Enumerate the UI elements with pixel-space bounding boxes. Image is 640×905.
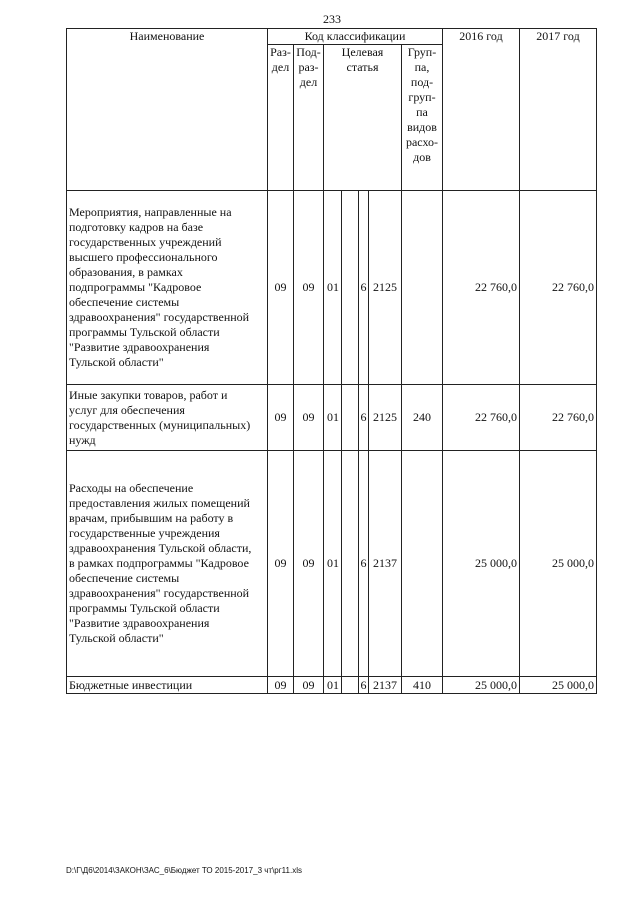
header-section: Раз- дел (268, 45, 294, 191)
row-target-part3: 6 (359, 191, 369, 385)
row-amount-2017: 22 760,0 (520, 191, 597, 385)
table-row (67, 385, 597, 451)
row-expense-group: 410 (402, 677, 443, 694)
row-target-part1: 01 (324, 191, 342, 385)
row-name: Бюджетные инвестиции (67, 677, 268, 694)
table-row (67, 191, 597, 385)
header-target-article: Целевая статья (324, 45, 402, 191)
row-subsection: 09 (294, 451, 324, 677)
row-amount-2017: 22 760,0 (520, 385, 597, 451)
row-target-part4: 2125 (369, 385, 402, 451)
page-number: 233 (323, 12, 341, 26)
header-year-2016: 2016 год (443, 29, 520, 191)
row-amount-2016: 25 000,0 (443, 677, 520, 694)
header-year-2017: 2017 год (520, 29, 597, 191)
row-name: Иные закупки товаров, работ и услуг для обеспечения государственных (муниципальных) нужд (67, 385, 268, 451)
table-row (67, 677, 597, 694)
header-classification: Код классификации (268, 29, 443, 45)
row-target-part2 (342, 677, 359, 694)
file-path-footer: D:\Г\Д6\2014\ЗАКОН\ЗАС_6\Бюджет ТО 2015-2017_3 чт\рг11.xls (66, 866, 302, 875)
row-section: 09 (268, 451, 294, 677)
row-target-part1: 01 (324, 385, 342, 451)
row-target-part3: 6 (359, 385, 369, 451)
header-expense-group: Груп- па, под- груп- па видов расхо- дов (402, 45, 443, 191)
row-name: Мероприятия, направленные на подготовку кадров на базе государственных учреждений высшего профессионального образования, в рамках подпрограммы "Кадровое обеспечение системы здравоохранения" государственной программы Тульской области "Развитие здравоохранения Тульской области" (67, 191, 268, 385)
row-target-part4: 2137 (369, 677, 402, 694)
row-name: Расходы на обеспечение предоставления жилых помещений врачам, прибывшим на работу в государственные учреждения здравоохранения Тульской области, в рамках подпрограммы "Кадровое обеспечение системы здравоохранения" государственной программы Тульской области "Развитие здравоохранения Тульской области" (67, 451, 268, 677)
row-amount-2016: 22 760,0 (443, 385, 520, 451)
row-section: 09 (268, 385, 294, 451)
header-row-top (67, 29, 597, 45)
row-target-part1: 01 (324, 677, 342, 694)
row-amount-2017: 25 000,0 (520, 677, 597, 694)
row-target-part2 (342, 385, 359, 451)
row-amount-2017: 25 000,0 (520, 451, 597, 677)
row-target-part2 (342, 451, 359, 677)
row-target-part3: 6 (359, 451, 369, 677)
row-target-part2 (342, 191, 359, 385)
row-target-part1: 01 (324, 451, 342, 677)
row-expense-group (402, 451, 443, 677)
row-target-part4: 2137 (369, 451, 402, 677)
row-target-part4: 2125 (369, 191, 402, 385)
header-name: Наименование (67, 29, 268, 191)
row-subsection: 09 (294, 191, 324, 385)
budget-table (66, 28, 597, 694)
row-amount-2016: 25 000,0 (443, 451, 520, 677)
row-section: 09 (268, 191, 294, 385)
table-row (67, 451, 597, 677)
header-subsection: Под- раз- дел (294, 45, 324, 191)
row-target-part3: 6 (360, 677, 367, 692)
row-subsection: 09 (294, 385, 324, 451)
row-expense-group (402, 191, 443, 385)
row-subsection: 09 (294, 677, 324, 694)
row-section: 09 (268, 677, 294, 694)
row-amount-2016: 22 760,0 (443, 191, 520, 385)
row-expense-group: 240 (402, 385, 443, 451)
